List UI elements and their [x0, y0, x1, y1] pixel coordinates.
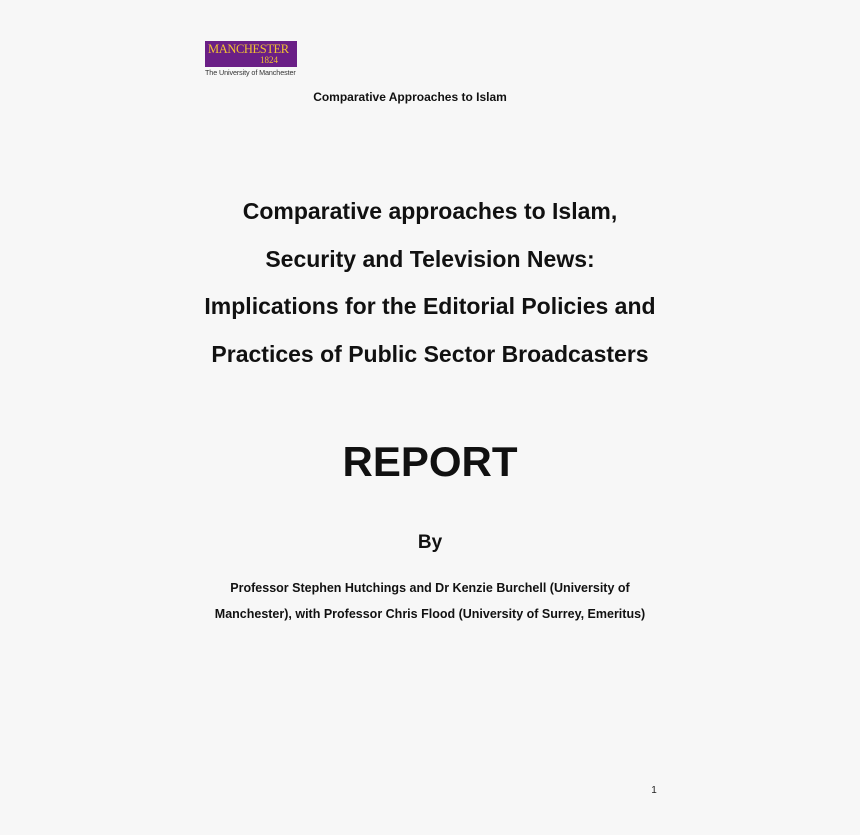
logo-wordmark: MANCHESTER [208, 42, 289, 56]
authors-line: Professor Stephen Hutchings and Dr Kenzie Burchell (University of [230, 581, 630, 595]
logo-subtitle: The University of Manchester [205, 68, 296, 77]
page-number: 1 [651, 785, 657, 796]
running-header: Comparative Approaches to Islam [313, 90, 507, 104]
report-heading: REPORT [342, 438, 518, 485]
authors-line: Manchester), with Professor Chris Flood (University of Surrey, Emeritus) [214, 607, 646, 621]
document-title [150, 188, 710, 378]
logo-badge [205, 41, 297, 67]
university-logo [205, 41, 297, 77]
authors-block [180, 575, 680, 627]
title-line: Comparative approaches to Islam, [242, 198, 618, 224]
title-line: Implications for the Editorial Policies and [204, 293, 656, 319]
title-line: Security and Television News: [265, 245, 595, 272]
title-line: Practices of Public Sector Broadcasters [211, 340, 649, 367]
by-label: By [417, 532, 443, 553]
logo-year: 1824 [260, 55, 278, 65]
